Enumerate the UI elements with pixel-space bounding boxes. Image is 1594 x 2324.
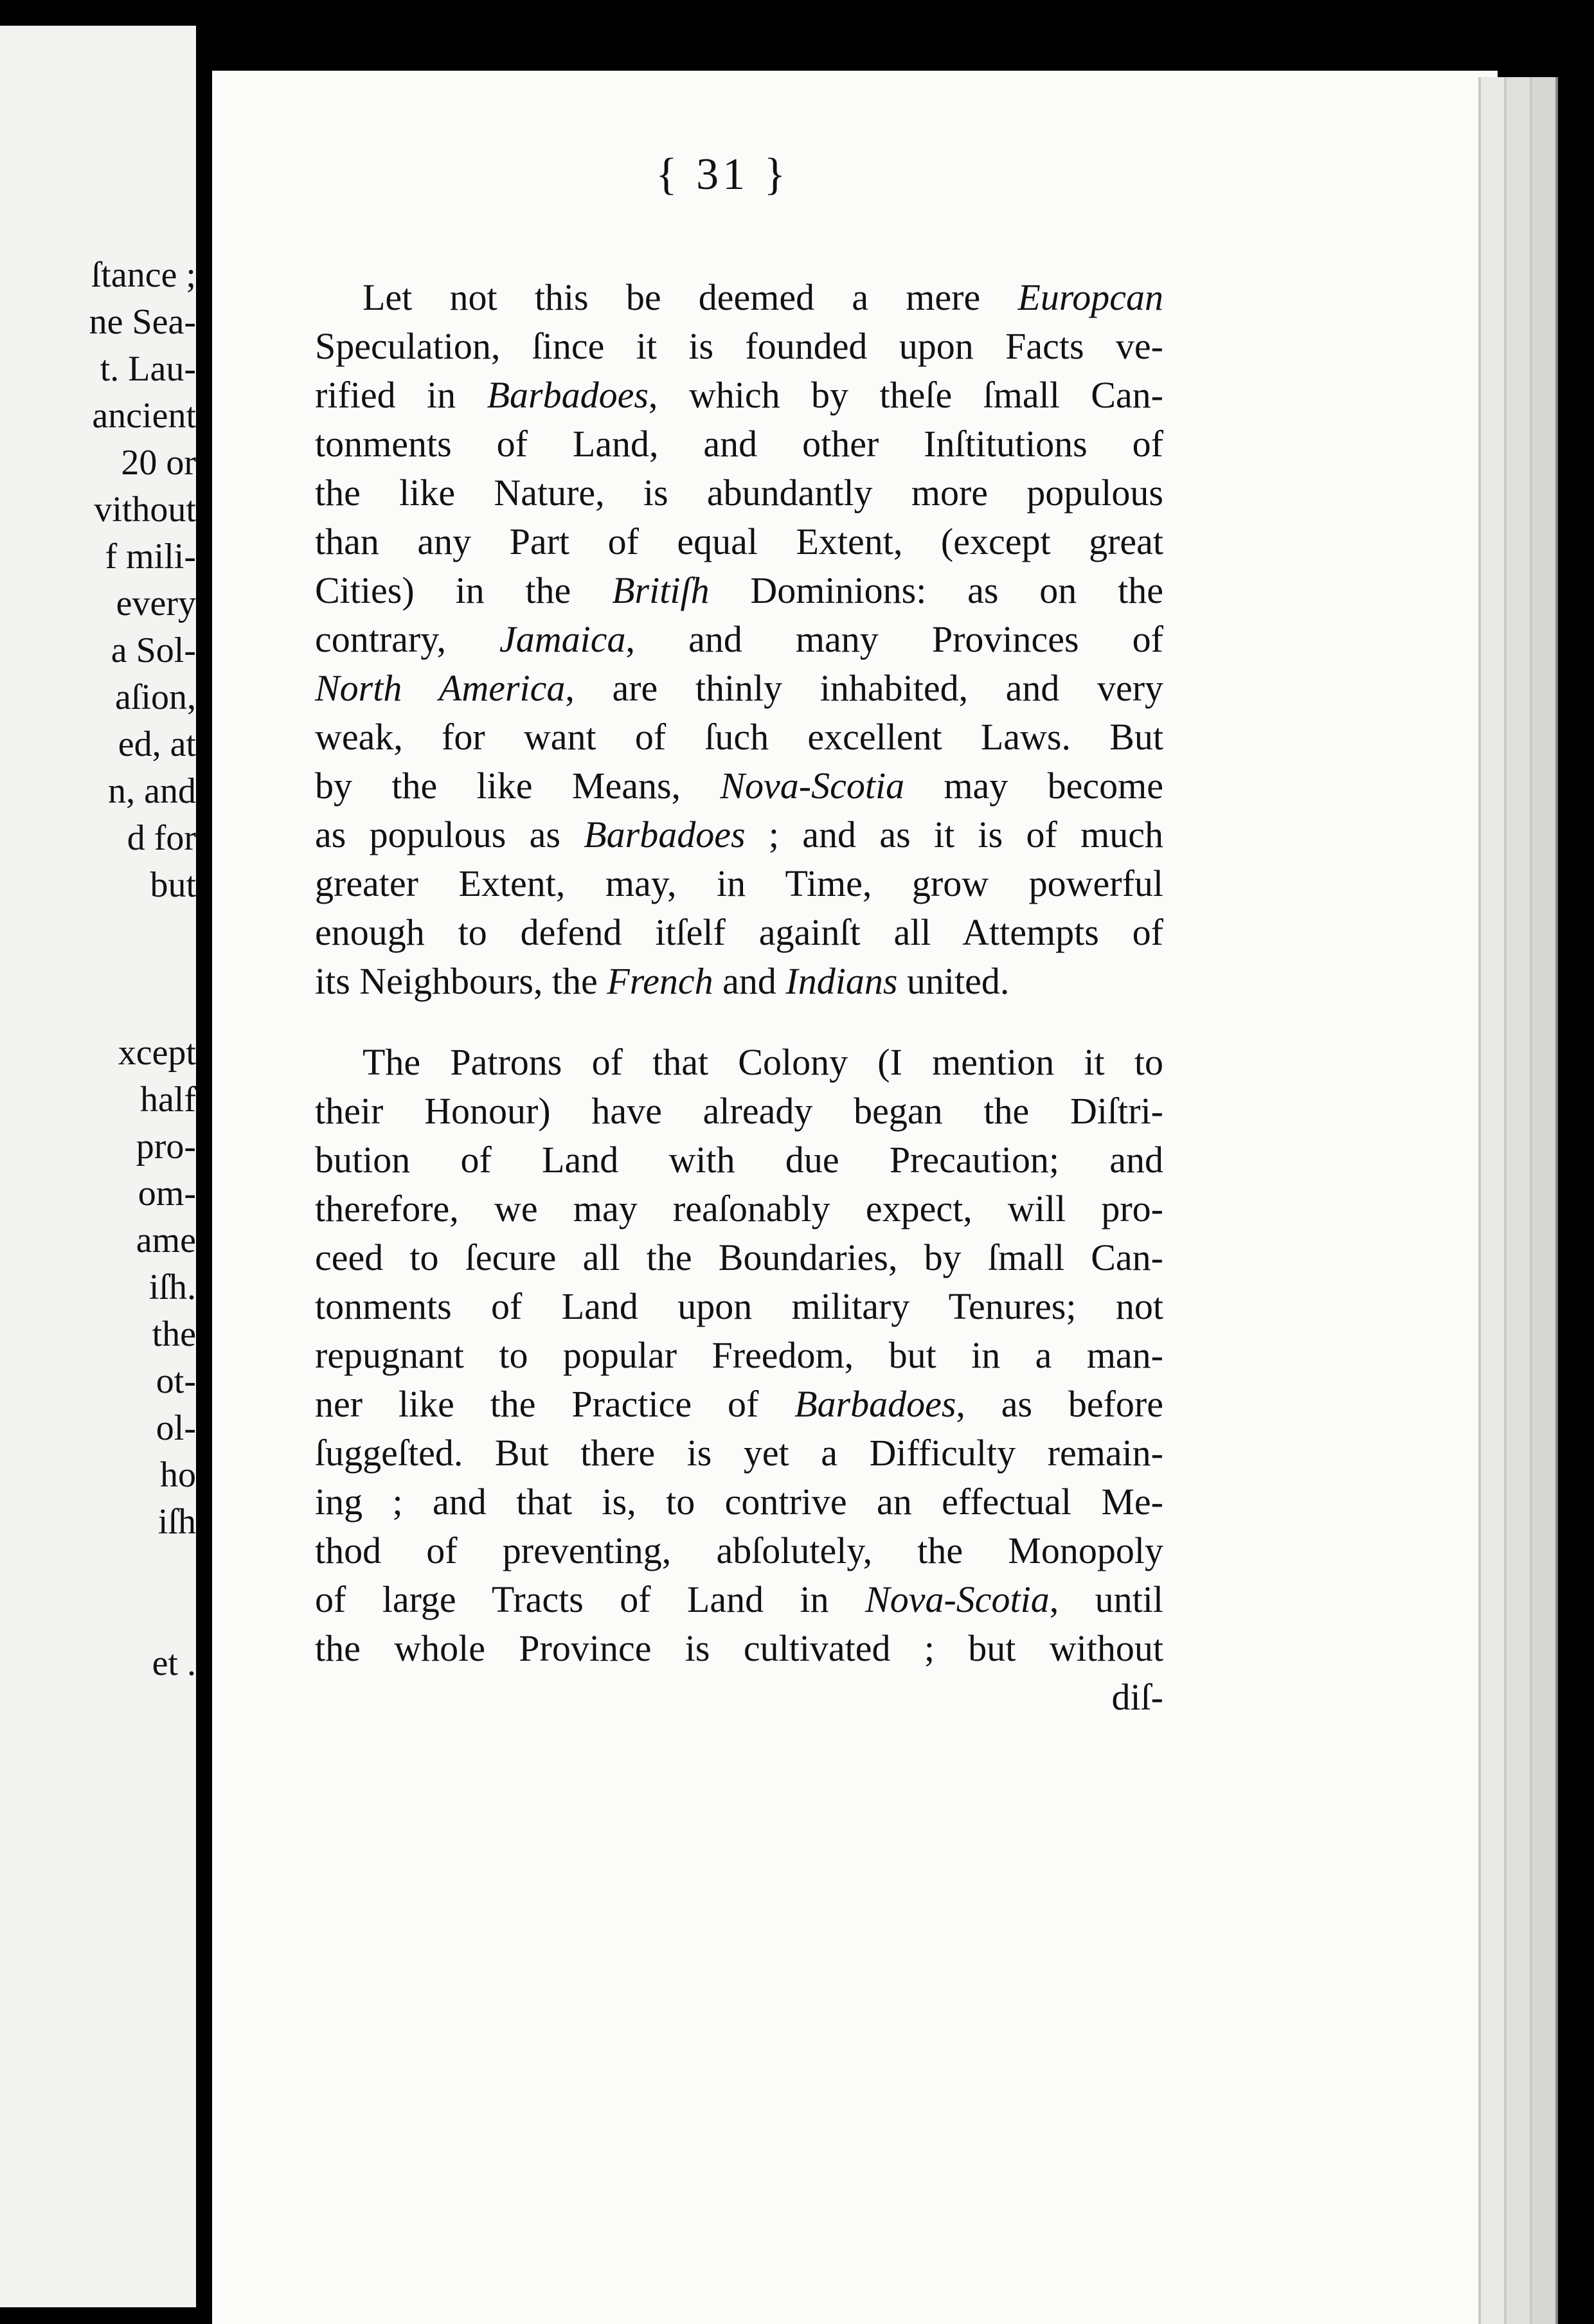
text-line: ner like the Practice of Barbadoes, as before — [315, 1383, 1163, 1425]
italic-phrase: Indians — [785, 960, 898, 1002]
text-line: ing ; and that is, to contrive an effectual Me- — [315, 1481, 1163, 1523]
text-line: the whole Province is cultivated ; but without — [315, 1627, 1163, 1669]
fragment-line: ot- — [156, 1361, 196, 1401]
text-line: enough to defend itſelf againſt all Attempts of — [315, 911, 1163, 953]
italic-phrase: French — [607, 960, 713, 1002]
fragment-line: vithout — [94, 490, 196, 530]
text-line: tonments of Land upon military Tenures; not — [315, 1285, 1163, 1327]
text-line: than any Part of equal Extent, (except great — [315, 521, 1163, 562]
text-line: Cities) in the Britiſh Dominions: as on the — [315, 569, 1163, 611]
fragment-line: pro- — [136, 1127, 196, 1166]
fragment-line: ſtance ; — [91, 255, 196, 295]
fragment-line: ho — [160, 1455, 196, 1495]
text-line: therefore, we may reaſonably expect, will pro- — [315, 1188, 1163, 1229]
text-line: ſuggeſted. But there is yet a Difficulty remain- — [315, 1432, 1163, 1474]
fragment-line: half — [139, 1080, 196, 1120]
text-line: bution of Land with due Precaution; and — [315, 1139, 1163, 1181]
italic-phrase: Nova-Scotia — [720, 765, 905, 807]
fragment-line: aſion, — [115, 677, 196, 717]
text-line: ceed to ſecure all the Boundaries, by ſmall Can- — [315, 1237, 1163, 1278]
italic-phrase: Britiſh — [612, 569, 710, 611]
page-number: { 31 } — [656, 150, 790, 199]
fragment-line: ol- — [156, 1408, 196, 1448]
text-line: by the like Means, Nova-Scotia may become — [315, 765, 1163, 807]
text-line: repugnant to popular Freedom, but in a man- — [315, 1334, 1163, 1376]
fragment-line: om- — [138, 1174, 196, 1213]
text-line: its Neighbours, the French and Indians united. — [315, 960, 1010, 1002]
page-edge-2 — [1504, 77, 1532, 2324]
fragment-line: ne Sea- — [89, 302, 196, 342]
fragment-line: a Sol- — [111, 630, 196, 670]
text-line: greater Extent, may, in Time, grow powerful — [315, 863, 1163, 904]
text-line: Speculation, ſince it is founded upon Facts ve- — [315, 325, 1163, 367]
italic-phrase: Europcan — [1017, 276, 1163, 318]
page-edge-1 — [1478, 77, 1507, 2324]
text-line: the like Nature, is abundantly more populous — [315, 472, 1163, 514]
text-line: contrary, Jamaica, and many Provinces of — [315, 618, 1163, 660]
fragment-line: xcept — [118, 1033, 196, 1073]
fragment-line: 20 or — [121, 443, 196, 483]
page-edge-4 — [1555, 77, 1594, 2324]
page-edge-3 — [1530, 77, 1558, 2324]
fragment-line: et . — [152, 1643, 196, 1683]
italic-phrase: Jamaica — [499, 618, 626, 660]
fragment-line: ancient — [92, 396, 196, 436]
text-line: thod of preventing, abſolutely, the Monopoly — [315, 1530, 1163, 1571]
paragraph-2 — [315, 1038, 1163, 1722]
italic-phrase: Barbadoes — [794, 1383, 956, 1425]
previous-page-fragment — [0, 26, 196, 2307]
fragment-line: every — [116, 584, 196, 623]
text-line: their Honour) have already began the Diſtri- — [315, 1090, 1163, 1132]
fragment-line: f mili- — [105, 537, 196, 577]
text-line: The Patrons of that Colony (I mention it to — [363, 1041, 1163, 1083]
fragment-line: iſh. — [148, 1267, 196, 1307]
fragment-line: n, and — [108, 771, 196, 811]
italic-phrase: Nova-Scotia — [865, 1578, 1050, 1620]
catchword: diſ- — [1111, 1676, 1163, 1718]
italic-phrase: North America — [315, 667, 566, 709]
text-line: of large Tracts of Land in Nova-Scotia, until — [315, 1578, 1163, 1620]
text-line: tonments of Land, and other Inſtitutions of — [315, 423, 1163, 465]
fragment-line: d for — [127, 818, 196, 858]
text-line: North America, are thinly inhabited, and very — [315, 667, 1164, 709]
text-line: weak, for want of ſuch excellent Laws. But — [315, 716, 1163, 758]
fragment-line: iſh — [157, 1502, 196, 1542]
text-line: Let not this be deemed a mere Europcan — [363, 276, 1163, 318]
paragraph-1 — [315, 273, 1163, 1006]
fragment-line: ed, at — [118, 724, 196, 764]
fragment-line: t. Lau- — [100, 349, 196, 389]
fragment-line: ame — [136, 1220, 196, 1260]
fragment-line: the — [152, 1314, 196, 1354]
fragment-line: but — [150, 865, 196, 905]
text-line: rified in Barbadoes, which by theſe ſmall Can- — [315, 374, 1163, 416]
text-line: as populous as Barbadoes ; and as it is of much — [315, 814, 1163, 855]
italic-phrase: Barbadoes — [584, 814, 746, 855]
italic-phrase: Barbadoes — [487, 374, 649, 416]
